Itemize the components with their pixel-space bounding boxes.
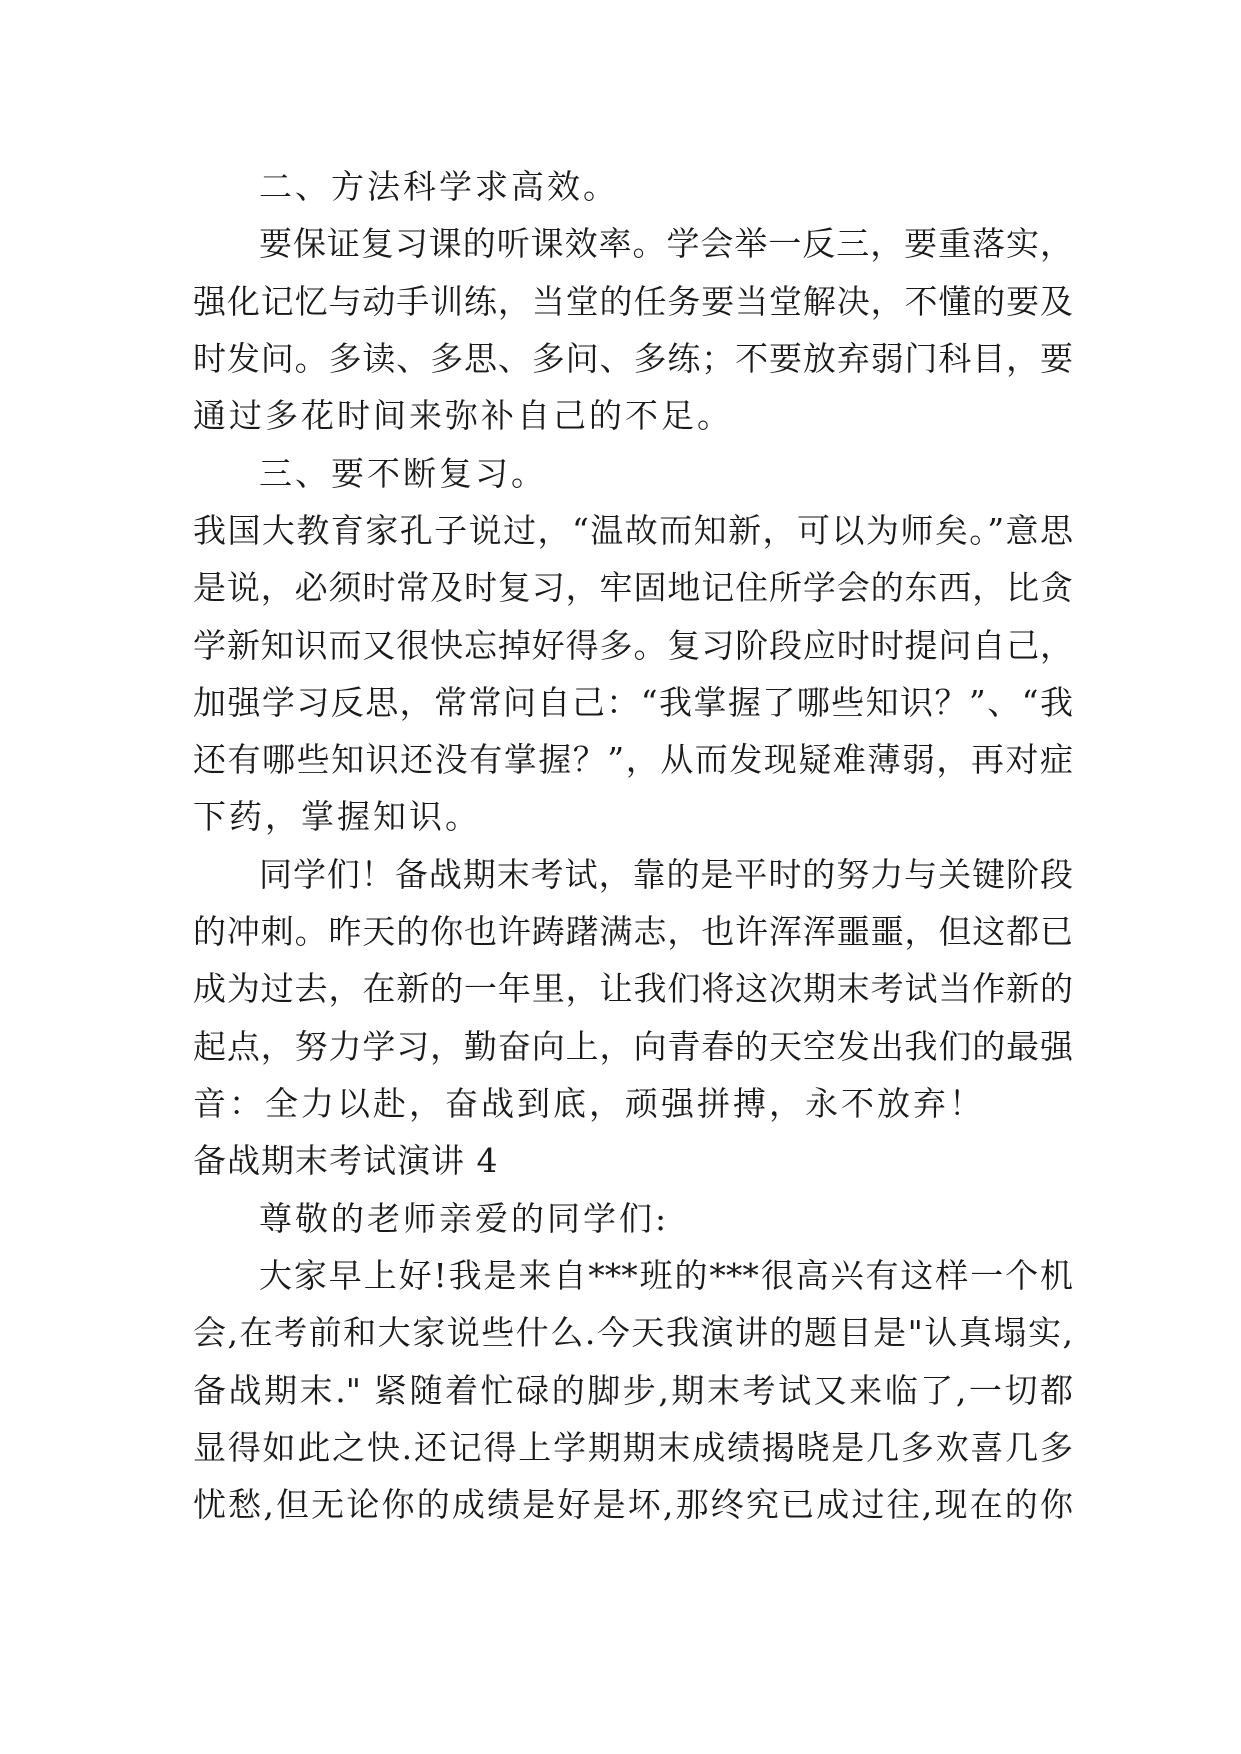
- salutation: 尊敬的老师亲爱的同学们:: [259, 1199, 670, 1238]
- section-heading-method: 二、方法科学求高效。: [259, 167, 619, 206]
- paragraph-line: 强化记忆与动手训练，当堂的任务要当堂解决，不懂的要及: [193, 282, 1073, 321]
- paragraph-line: 我国大教育家孔子说过，“温故而知新，可以为师矣。”意思: [193, 511, 1073, 550]
- paragraph-line: 大家早上好!我是来自***班的***很高兴有这样一个机: [259, 1256, 1073, 1295]
- paragraph-line: 时发问。多读、多思、多问、多练；不要放弃弱门科目，要: [193, 339, 1073, 378]
- paragraph-line: 起点，努力学习，勤奋向上，向青春的天空发出我们的最强: [193, 1027, 1073, 1066]
- paragraph-line: 加强学习反思，常常问自己：“我掌握了哪些知识？”、“我: [193, 683, 1073, 722]
- paragraph-line: 音：全力以赴，奋战到底，顽强拼搏，永不放弃！: [193, 1084, 985, 1123]
- paragraph-line: 备战期末." 紧随着忙碌的脚步,期末考试又来临了,一切都: [193, 1371, 1073, 1410]
- paragraph-line: 显得如此之快.还记得上学期期末成绩揭晓是几多欢喜几多: [193, 1428, 1073, 1467]
- paragraph-line: 忧愁,但无论你的成绩是好是坏,那终究已成过往,现在的你: [193, 1485, 1073, 1524]
- paragraph-line: 会,在考前和大家说些什么.今天我演讲的题目是"认真塌实,: [193, 1313, 1073, 1352]
- paragraph-line: 同学们！备战期末考试，靠的是平时的努力与关键阶段: [259, 855, 1073, 894]
- paragraph-line: 的冲刺。昨天的你也许踌躇满志，也许浑浑噩噩，但这都已: [193, 912, 1073, 951]
- paragraph-line: 要保证复习课的听课效率。学会举一反三，要重落实，: [259, 224, 1073, 263]
- paragraph-line: 还有哪些知识还没有掌握？”，从而发现疑难薄弱，再对症: [193, 740, 1073, 779]
- paragraph-line: 学新知识而又很快忘掉好得多。复习阶段应时时提问自己，: [193, 626, 1073, 665]
- paragraph-line: 成为过去，在新的一年里，让我们将这次期末考试当作新的: [193, 969, 1073, 1008]
- speech-title: 备战期末考试演讲 4: [193, 1141, 499, 1180]
- paragraph-line: 下药，掌握知识。: [193, 797, 481, 836]
- section-heading-review: 三、要不断复习。: [259, 454, 547, 493]
- paragraph-line: 是说，必须时常及时复习，牢固地记住所学会的东西，比贪: [193, 568, 1073, 607]
- paragraph-line: 通过多花时间来弥补自己的不足。: [193, 396, 733, 435]
